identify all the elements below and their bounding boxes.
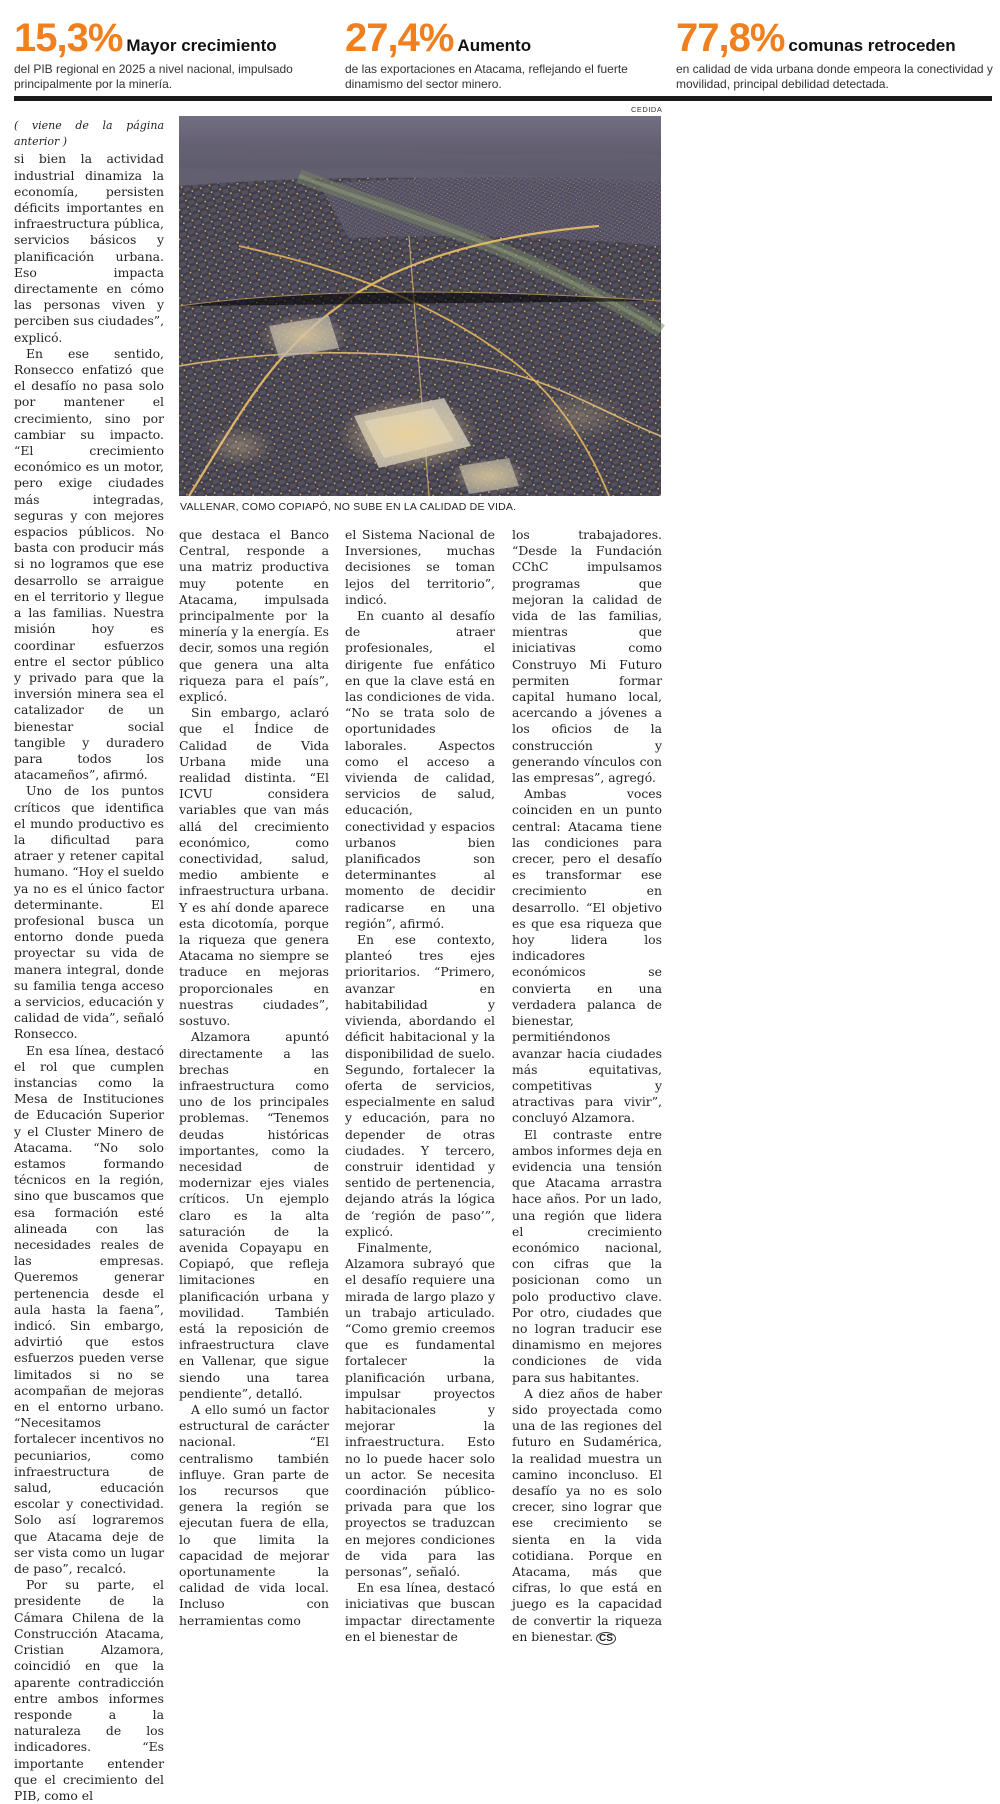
article-column-2 xyxy=(179,527,329,1629)
paragraph: el Sistema Nacional de Inversiones, muchas decisiones se toman lejos del territorio”, indicó. xyxy=(345,527,495,607)
paragraph: Alzamora apuntó directamente a las brechas en infraestructura como uno de los principales problemas. “Tenemos deudas históricas importantes, como la necesidad de modernizar ejes viales críticos. Un ejemplo claro es la alta saturación de la avenida Copayapu en Copiapó, que refleja limitaciones en planificación urbana y movilidad. También está la reposición de infraestructura clave en Vallenar, que sigue siendo una tarea pendiente”, detalló. xyxy=(179,1029,329,1401)
paragraph: En ese contexto, planteó tres ejes prioritarios. “Primero, avanzar en habitabilidad y vivienda, abordando el déficit habitacional y la disponibilidad de suelo. Segundo, fortalecer la oferta de servicios, especialmente en salud y educación, para no depender de otras ciudades. Y tercero, construir identidad y sentido de pertenencia, dejando atrás la lógica de ‘región de paso’”, explicó. xyxy=(345,932,495,1239)
article-column-1 xyxy=(14,118,164,1804)
paragraph: Ambas voces coinciden en un punto central: Atacama tiene las condiciones para crecer, pero el desafío es transformar ese crecimiento en desarrollo. “El objetivo es que esa riqueza que hoy lidera los indicadores económicos se convierta en una verdadera palanca de bienestar, permitiéndonos avanzar hacia ciudades más equitativas, competitivas y atractivas para vivir”, concluyó Alzamora. xyxy=(512,786,662,1126)
stat-communes xyxy=(676,18,996,91)
stat-value: 27,4% xyxy=(345,16,454,60)
stat-label: comunas retroceden xyxy=(788,36,956,55)
photo-caption: VALLENAR, COMO COPIAPÓ, NO SUBE EN LA CALIDAD DE VIDA. xyxy=(180,501,517,513)
article-column-4 xyxy=(512,527,662,1647)
photo-credit: CEDIDA xyxy=(631,105,663,114)
paragraph: En ese sentido, Ronsecco enfatizó que el desafío no pasa solo por mantener el crecimiento, sino por cambiar su impacto. “El crecimiento económico es un motor, pero exige ciudades más integradas, seguras y con mejores espacios públicos. No basta con producir más si no logramos que ese desarrollo se arraigue en el territorio y llegue a las familias. Nuestra misión hoy es coordinar esfuerzos entre el sector público y privado para que la inversión minera sea el catalizador de un bienestar social tangible y duradero para todos los atacameños”, afirmó. xyxy=(14,345,164,783)
paragraph: En esa línea, destacó iniciativas que buscan impactar directamente en el bienestar de xyxy=(345,1580,495,1644)
paragraph: En cuanto al desafío de atraer profesionales, el dirigente fue enfático en que la clave está en las condiciones de vida. “No se trata solo de oportunidades laborales. Aspectos como el acceso a vivienda de calidad, servicios de salud, educación, conectividad y espacios urbanos bien planificados son determinantes al momento de decidir radicarse en una región”, afirmó. xyxy=(345,608,495,931)
stats-header xyxy=(0,0,1000,95)
continued-from-note: ( viene de la página anterior ) xyxy=(14,119,164,149)
paragraph-text: A diez años de haber sido proyectada como una de las regiones del futuro en Sudamérica, la realidad muestra un camino inconcluso. El desafío ya no es solo crecer, sino lograr que ese crecimiento se sienta en la vida cotidiana. Porque en Atacama, más que cifras, lo que está en juego es la capacidad de convertir la riqueza en bienestar. xyxy=(512,1385,662,1644)
last-paragraph xyxy=(512,1386,662,1647)
paragraph: los trabajadores. “Desde la Fundación CChC impulsamos programas que mejoran la calidad de vida de las familias, mientras que iniciativas como Construyo Mi Futuro permiten formar capital humano local, acercando a jóvenes a los oficios de la construcción y generando vínculos con las empresas”, agregó. xyxy=(512,527,662,786)
stat-value: 77,8% xyxy=(676,16,785,60)
paragraph: que destaca el Banco Central, responde a una matriz productiva muy potente en Atacama, impulsada principalmente por la minería y la energía. Es decir, somos una región que genera una alta riqueza para el país”, explicó. xyxy=(179,527,329,705)
stat-label: Mayor crecimiento xyxy=(126,36,277,55)
paragraph: Uno de los puntos críticos que identifica el mundo productivo es la dificultad para atraer y retener capital humano. “Hoy el sueldo ya no es el único factor determinante. El profesional busca un entorno donde pueda proyectar su vida de manera integral, donde su familia tenga acceso a servicios, educación y calidad de vida”, señaló Ronsecco. xyxy=(14,783,164,1042)
paragraph: El contraste entre ambos informes deja en evidencia una tensión que Atacama arrastra hace años. Por un lado, una región que lidera el crecimiento económico nacional, con cifras que la posicionan como un polo productivo clave. Por otro, ciudades que no logran traducir ese dinamismo en mejores condiciones de vida para sus habitantes. xyxy=(512,1126,662,1385)
stat-description: del PIB regional en 2025 a nivel nacional, impulsado principalmente por la minería. xyxy=(14,62,293,91)
stat-gdp-growth xyxy=(14,18,334,91)
stat-value: 15,3% xyxy=(14,16,123,60)
paragraph: Por su parte, el presidente de la Cámara Chilena de la Construcción Atacama, Cristian Alzamora, coincidió en que la aparente contradicción entre ambos informes responde a la naturaleza de los indicadores. “Es importante entender que el crecimiento del PIB, como el xyxy=(14,1577,164,1803)
stat-exports xyxy=(345,18,665,91)
paragraph: A ello sumó un factor estructural de carácter nacional. “El centralismo también influye. Gran parte de los recursos que genera la región se ejecutan fuera de ella, lo que limita la capacidad de mejorar oportunamente la calidad de vida local. Incluso con herramientas como xyxy=(179,1401,329,1628)
header-rule xyxy=(14,96,992,101)
end-of-article-mark: CS xyxy=(596,1632,616,1645)
stat-description: de las exportaciones en Atacama, reflejando el fuerte dinamismo del sector minero. xyxy=(345,62,628,91)
aerial-city-photo xyxy=(179,116,661,496)
stat-label: Aumento xyxy=(457,36,532,55)
paragraph: Finalmente, Alzamora subrayó que el desafío requiere una mirada de largo plazo y un trabajo articulado. “Como gremio creemos que es fundamental fortalecer la planificación urbana, impulsar proyectos habitacionales y mejorar la infraestructura. Esto no lo puede hacer solo un actor. Se necesita coordinación público-privada para que los proyectos se traduzcan en mejores condiciones de vida para las personas”, señaló. xyxy=(345,1239,495,1579)
paragraph: si bien la actividad industrial dinamiza la economía, persisten déficits importantes en infraestructura pública, servicios básicos y planificación urbana. Eso impacta directamente en cómo las personas viven y perciben sus ciudades”, explicó. xyxy=(14,151,165,345)
paragraph: Sin embargo, aclaró que el Índice de Calidad de Vida Urbana mide una realidad distinta. “El ICVU considera variables que van más allá del crecimiento económico, como conectividad, salud, medio ambiente e infraestructura urbana. Y es ahí donde aparece esta dicotomía, porque la riqueza que genera Atacama no siempre se traduce en mejoras proporcionales en nuestras ciudades”, sostuvo. xyxy=(179,705,329,1029)
article-column-3 xyxy=(345,527,495,1645)
paragraph: En esa línea, destacó el rol que cumplen instancias como la Mesa de Instituciones de Educación Superior y el Cluster Minero de Atacama. “No solo estamos formando técnicos en la región, sino que buscamos que esa formación esté alineada con las necesidades reales de las empresas. Queremos generar pertenencia desde el aula hasta la faena”, indicó. Sin embargo, advirtió que estos esfuerzos pueden verse limitados si no se acompañan de mejoras en el entorno urbano. “Necesitamos fortalecer incentivos no pecuniarios, como infraestructura de salud, educación escolar y conectividad. Solo así lograremos que Atacama deje de ser vista como un lugar de paso”, recalcó. xyxy=(14,1042,164,1577)
stat-description: en calidad de vida urbana donde empeora la conectividad y movilidad, principal debilidad detectada. xyxy=(676,62,993,91)
